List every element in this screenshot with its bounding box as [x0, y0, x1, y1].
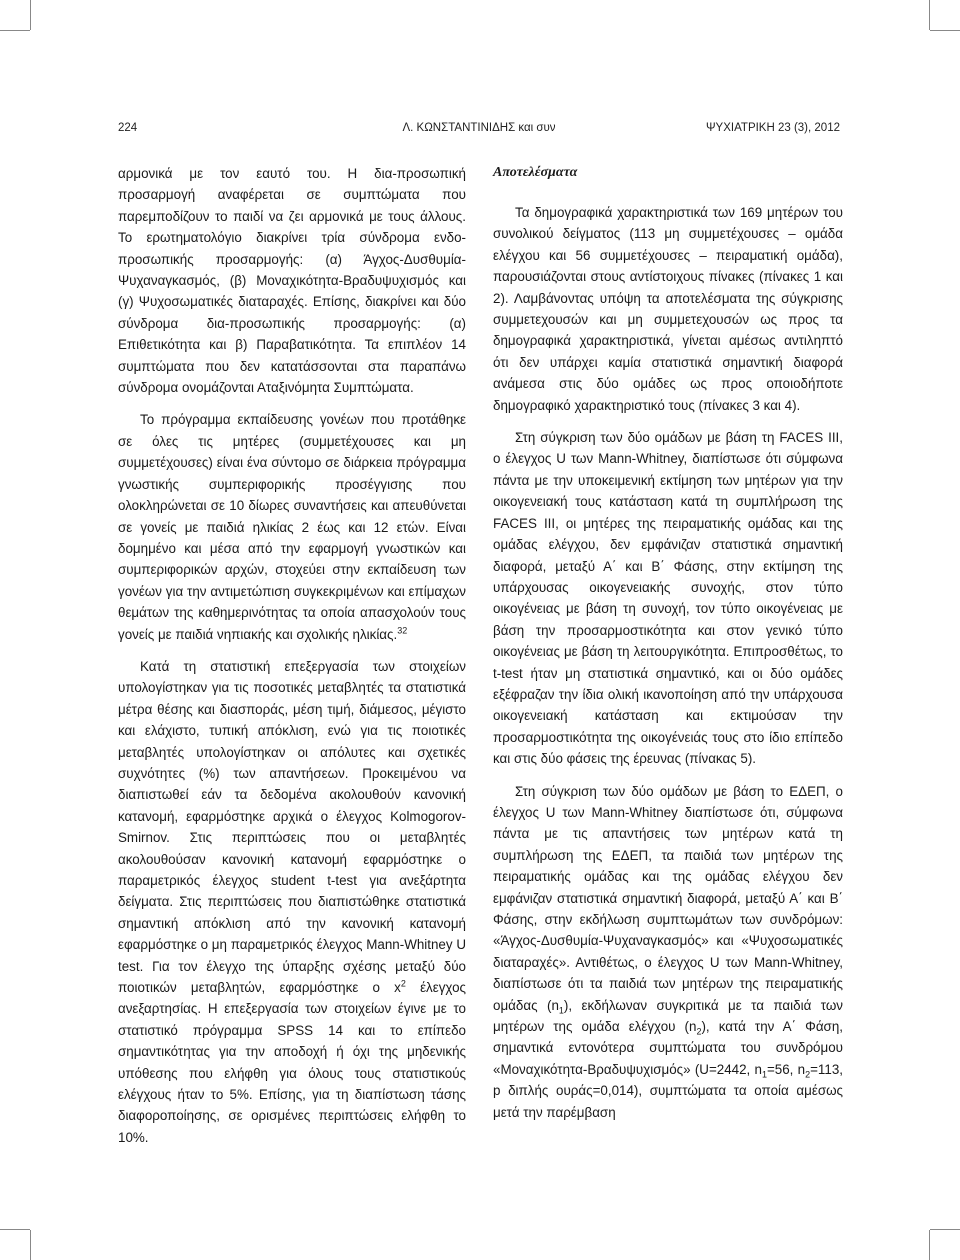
paragraph-text: Κατά τη στατιστική επεξεργασία των στοιχείων υπολογίστηκαν για τις ποσοτικές μεταβλητές τα στατιστικά μέτρα θέσης και διασποράς, μέση τιμή, διάμεσος, μέγιστο και ελάχιστο, τυπική απόκλιση, ενώ για τις ποιοτικές μεταβλητές υπολογίστηκαν οι απόλυτες και σχετικές συχνότητες (%) των απαντήσεων. Προκειμένου να διαπιστωθεί εάν τα δεδομένα ακολουθούν κανονική κατανομή, εφαρμόστηκε αρχικά ο έλεγχος Kolmogorov-Smirnov. Στις περιπτώσεις που οι μεταβλητές ακολουθούσαν κανονική κατανομή εφαρμόστηκε ο παραμετρικός έλεγχος student t-test για ανεξάρτητα δείγματα. Στις περιπτώσεις που διαπιστώθηκε στατιστικά σημαντική απόκλιση από την κανονική κατανομή εφαρμόστηκε ο μη παραμετρικός έλεγχος Mann-Whitney U test. Για τον έλεγχο της ύπαρξης σχέσης μεταξύ δύο ποιοτικών μεταβλητών, εφαρμόστηκε ο x — [118, 658, 466, 996]
paragraph-text: Το πρόγραμμα εκπαίδευσης γονέων που προτάθηκε σε όλες τις μητέρες (συμμετέχουσες και μη συμμετέχουσες) είναι ένα σύντομο σε διάρκεια πρόγραμμα γνωστικής συμπεριφορικής προσέγγισης που ολοκληρώνεται σε 10 δίωρες συναντήσεις και απευθύνεται σε γονείς με παιδιά ηλικίας 2 έως και 12 ετών. Είναι δομημένο και μέσα από την εφαρμογή γνωστικών και συμπεριφορικών αρχών, στοχεύει στην εκπαίδευση των γονέων για την αντιμετώπιση συγκεκριμένων και επίμαχων θεμάτων της καθημερινότητας τα οποία απασχολούν τους γονείς με παιδιά νηπιακής και σχολικής ηλικίας. — [118, 412, 466, 642]
paragraph-text: ), εκδήλωναν συγκριτικά με τα παιδιά των μητέρων της ομάδα ελέγχου (n — [493, 997, 843, 1035]
crop-mark — [30, 0, 31, 30]
paragraph-text: αρμονικά με τον εαυτό του. Η δια-προσωπική προσαρμογή αναφέρεται σε συμπτώματα που παρεμποδίζουν το παιδί να ζει αρμονικά με τους άλλους. Το ερωτηματολόγιο διακρίνει τρία σύνδρομα ενδο-προσωπικής προσαρμογής: (α) Άγχος-Δυσθυμία-Ψυχαναγκασμός, (β) Μοναχικότητα-Βραδυψυχισμός και (γ) Ψυχοσωματικές διαταραχές. Επίσης, διακρίνει και δύο σύνδρομα δια-προσωπικής προσαρμογής: (α) Επιθετικότητα και β) Παραβατικότητα. Τα επιπλέον 14 συμπτώματα που δεν κατατάσσονται στα παραπάνω σύνδρομα ονομάζονται Αταξινόμητα Συμπτώματα. — [118, 166, 466, 396]
paragraph-text: =56, n — [766, 1061, 806, 1077]
reference-number: 32 — [397, 625, 408, 636]
running-header — [118, 122, 840, 138]
running-authors: Λ. ΚΩΝΣΤΑΝΤΙΝΙΔΗΣ και συν — [402, 122, 556, 134]
paragraph — [118, 163, 466, 398]
crop-mark — [0, 1229, 30, 1230]
crop-mark — [929, 0, 930, 30]
crop-mark — [0, 30, 30, 31]
subscript: 1 — [761, 1069, 767, 1080]
paragraph-text: έλεγχος ανεξαρτησίας. Η επεξεργασία των στοιχείων έγινε με το στατιστικό πρόγραμμα SPSS 14 και το επίπεδο σημαντικότητας για την αποδοχή ή όχι της μηδενικής υπόθεσης που ελήφθη για όλους τους στατιστικούς ελέγχους ήταν το 5%. Επίσης, για τη διαπίστωση τάσης διαφοροποίησης, σε ορισμένες περιπτώσεις ελήφθη το 10%. — [118, 980, 466, 1145]
right-column — [493, 163, 843, 1123]
paragraph-text: ), κατά την Α΄ Φάση, σημαντικά εντονότερα συμπτώματα του συνδρόμου «Μοναχικότητα-Βραδυψυχισμός» (U=2442, n — [493, 1019, 843, 1077]
subscript: 2 — [696, 1026, 702, 1037]
crop-mark — [930, 1229, 960, 1230]
superscript: 2 — [400, 978, 406, 989]
crop-mark — [930, 30, 960, 31]
paragraph — [493, 781, 843, 1124]
paragraph — [493, 202, 843, 416]
page-number: 224 — [118, 122, 138, 134]
paragraph-text: Στη σύγκριση των δύο ομάδων με βάση το ΕΔΕΠ, ο έλεγχος U των Mann-Whitney διαπίστωσε ότι, σύμφωνα πάντα με τις απαντήσεις των μητέρων κατά τη συμπλήρωση της ΕΔΕΠ, τα παιδιά των μητέρων της πειραματικής ομάδας και της ομάδας ελέγχου δεν εμφάνιζαν στατιστικά σημαντική διαφορά, μεταξύ Α΄ και Β΄ Φάσης, στην εκδήλωση συμπτωμάτων των συνδρόμων: «Άγχος-Δυσθυμία-Ψυχαναγκασμός» και «Ψυχοσωματικές διαταραχές». Αντιθέτως, ο έλεγχος U των Mann-Whitney, διαπίστωσε ότι τα παιδιά των μητέρων της πειραματικής ομάδας (n — [493, 783, 843, 1013]
subscript: 2 — [805, 1069, 811, 1080]
paragraph-text: =113, p διπλής ουράς=0,014), συμπτώματα τα οποία αμέσως μετά την παρέμβαση — [493, 1061, 843, 1120]
paragraph — [118, 656, 466, 1148]
paragraph-text: Στη σύγκριση των δύο ομάδων με βάση τη FACES III, ο έλεγχος U των Mann-Whitney, διαπίστωσε ότι σύμφωνα πάντα με την υποκειμενική εκτίμηση των μητέρων για την οικογενειακή τους κατάσταση κατά τη συμπλήρωση της FACES III, οι μητέρες της πειραματικής ομάδας και της ομάδας ελέγχου, δεν εμφάνιζαν στατιστικά σημαντική διαφορά, μεταξύ Α΄ και Β΄ Φάσης, στην εκτίμηση της υπάρχουσας οικογενειακής συνοχής, στον τύπο οικογένειας με βάση τη συνοχή, τον τύπο οικογένειας με βάση την προσαρμοστικότητα και στον γενικό τύπο οικογένειας με βάση τη λειτουργικότητα. Επιπροσθέτως, το t-test ήταν μη στατιστικά σημαντικό, και οι δύο ομάδες εξέφραζαν την ίδια ολική ικανοποίηση από την υπάρχουσα οικογενειακή κατάσταση και εκτιμούσαν την προσαρμοστικότητα της οικογένειάς τους στο ίδιο επίπεδο και στις δύο φάσεις της έρευνας (πίνακας 5). — [493, 430, 843, 767]
crop-mark — [929, 1230, 930, 1260]
paragraph — [493, 427, 843, 770]
paragraph — [118, 409, 466, 644]
crop-mark — [30, 1230, 31, 1260]
journal-citation: ΨΥΧΙΑΤΡΙΚΗ 23 (3), 2012 — [705, 122, 840, 134]
subscript: 1 — [558, 1005, 564, 1016]
section-heading: Αποτελέσματα — [493, 165, 578, 180]
left-column — [118, 163, 466, 1148]
paragraph-text: Τα δημογραφικά χαρακτηριστικά των 169 μητέρων του συνολικού δείγματος (113 μη συμμετέχουσες – ομάδα ελέγχου και 56 συμμετέχουσες – πειραματική ομάδα), παρουσιάζονται στους αντίστοιχους πίνακες (πίνακες 1 και 2). Λαμβάνοντας υπόψη τα αποτελέσματα της σύγκρισης συμμετεχουσών και μη συμμετεχουσών ως προς τα δημογραφικά χαρακτηριστικά, γίνεται αμέσως αντιληπτό ότι δεν υπάρχει καμία στατιστικά σημαντική διαφορά ανάμεσα στις δύο ομάδες ως προς οποιοδήποτε δημογραφικό χαρακτηριστικό τους (πίνακες 3 και 4). — [493, 205, 843, 413]
